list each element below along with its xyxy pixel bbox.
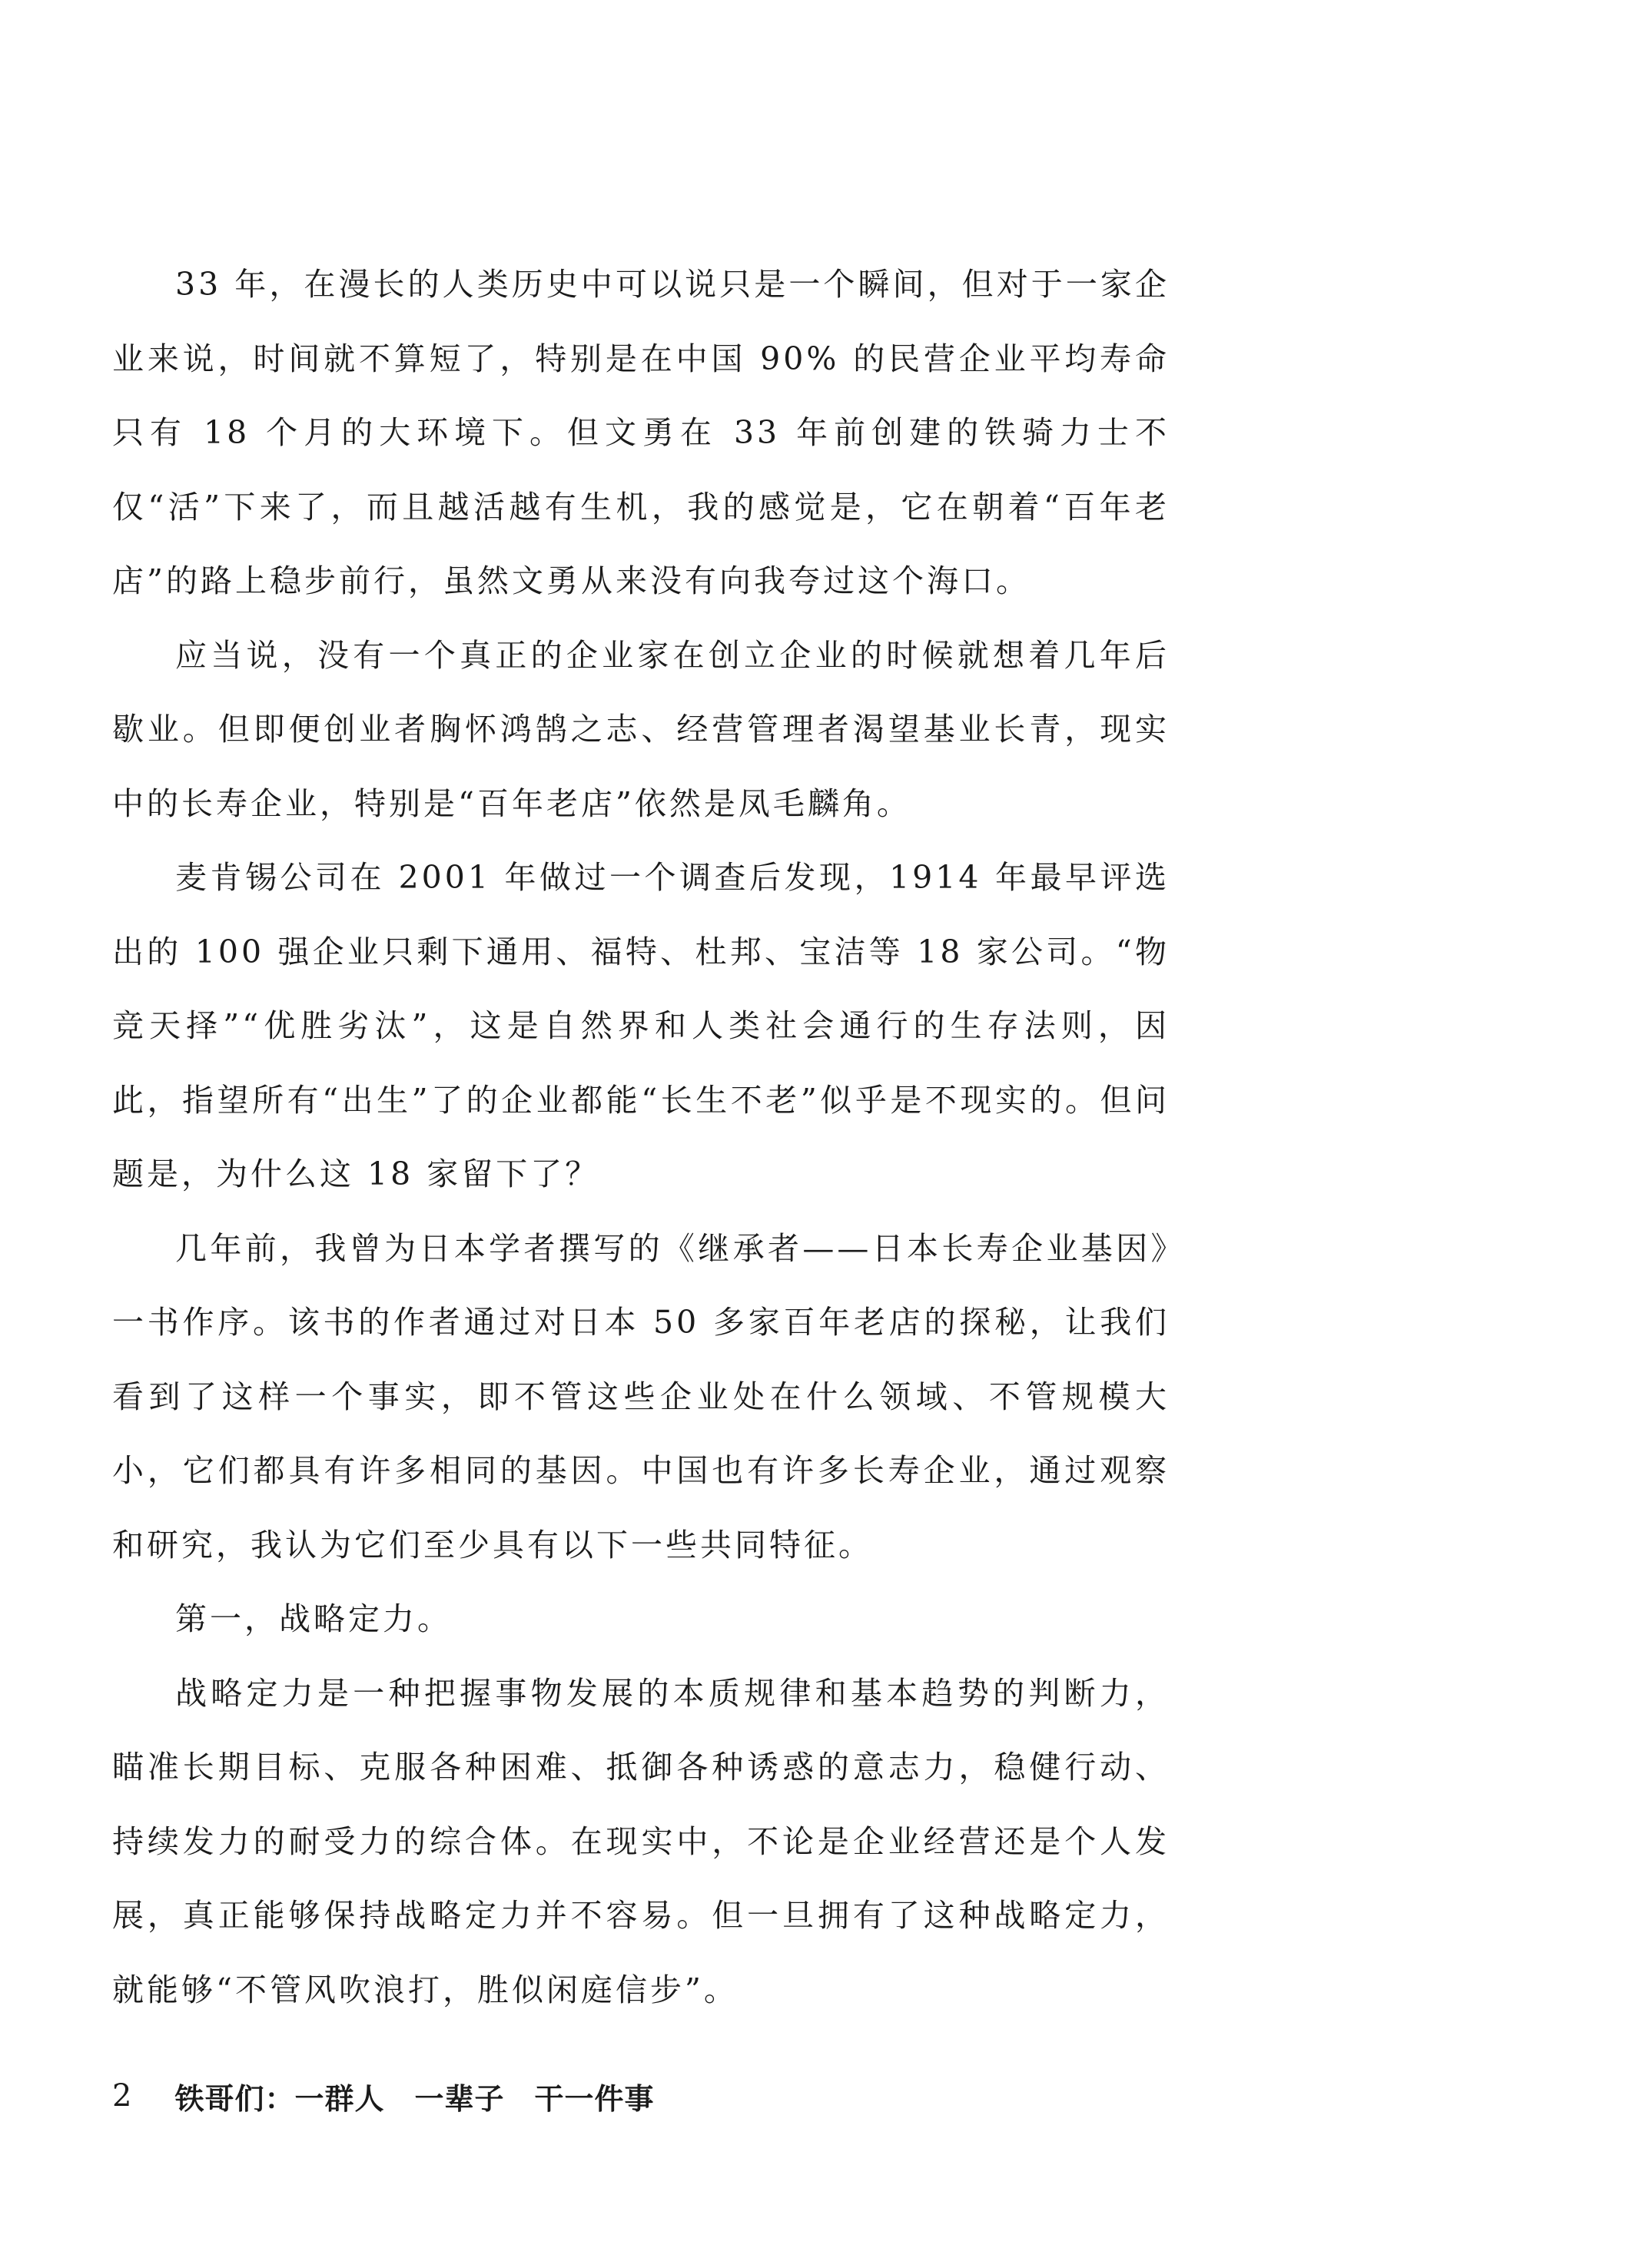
paragraph-1: 33 年，在漫长的人类历史中可以说只是一个瞬间，但对于一家企业来说，时间就不算短了，特别是在中国 90% 的民营企业平均寿命只有 18 个月的大环境下。但文勇在 33 年前创建的铁骑力士不仅“活”下来了，而且越活越有生机，我的感觉是，它在朝着“百年老店”的路上稳步前行，虽然文勇从来没有向我夸过这个海口。 — [112, 266, 1170, 599]
paragraph-2: 应当说，没有一个真正的企业家在创立企业的时候就想着几年后歇业。但即便创业者胸怀鸿鹄之志、经营管理者渴望基业长青，现实中的长寿企业，特别是“百年老店”依然是凤毛麟角。 — [112, 636, 1170, 822]
paragraph-6: 战略定力是一种把握事物发展的本质规律和基本趋势的判断力，瞄准长期目标、克服各种困难、抵御各种诱惑的意志力，稳健行动、持续发力的耐受力的综合体。在现实中，不论是企业经营还是个人发展，真正能够保持战略定力并不容易。但一旦拥有了这种战略定力，就能够“不管风吹浪打，胜似闲庭信步”。 — [112, 1674, 1170, 2008]
body-text — [112, 247, 1170, 2027]
page-number: 2 — [112, 2078, 132, 2114]
paragraph-3: 麦肯锡公司在 2001 年做过一个调查后发现，1914 年最早评选出的 100 强企业只剩下通用、福特、杜邦、宝洁等 18 家公司。“物竞天择”“优胜劣汰”，这是自然界和人类社会通行的生存法则，因此，指望所有“出生”了的企业都能“长生不老”似乎是不现实的。但问题是，为什么这 18 家留下了？ — [112, 859, 1170, 1192]
running-title: 铁哥们：一群人 一辈子 干一件事 — [174, 2081, 655, 2116]
paragraph-4: 几年前，我曾为日本学者撰写的《继承者——日本长寿企业基因》一书作序。该书的作者通过对日本 50 多家百年老店的探秘，让我们看到了这样一个事实，即不管这些企业处在什么领域、不管规模大小，它们都具有许多相同的基因。中国也有许多长寿企业，通过观察和研究，我认为它们至少具有以下一些共同特征。 — [112, 1229, 1170, 1563]
paragraph-5-heading: 第一，战略定力。 — [175, 1600, 452, 1637]
page-footer — [112, 2073, 654, 2119]
